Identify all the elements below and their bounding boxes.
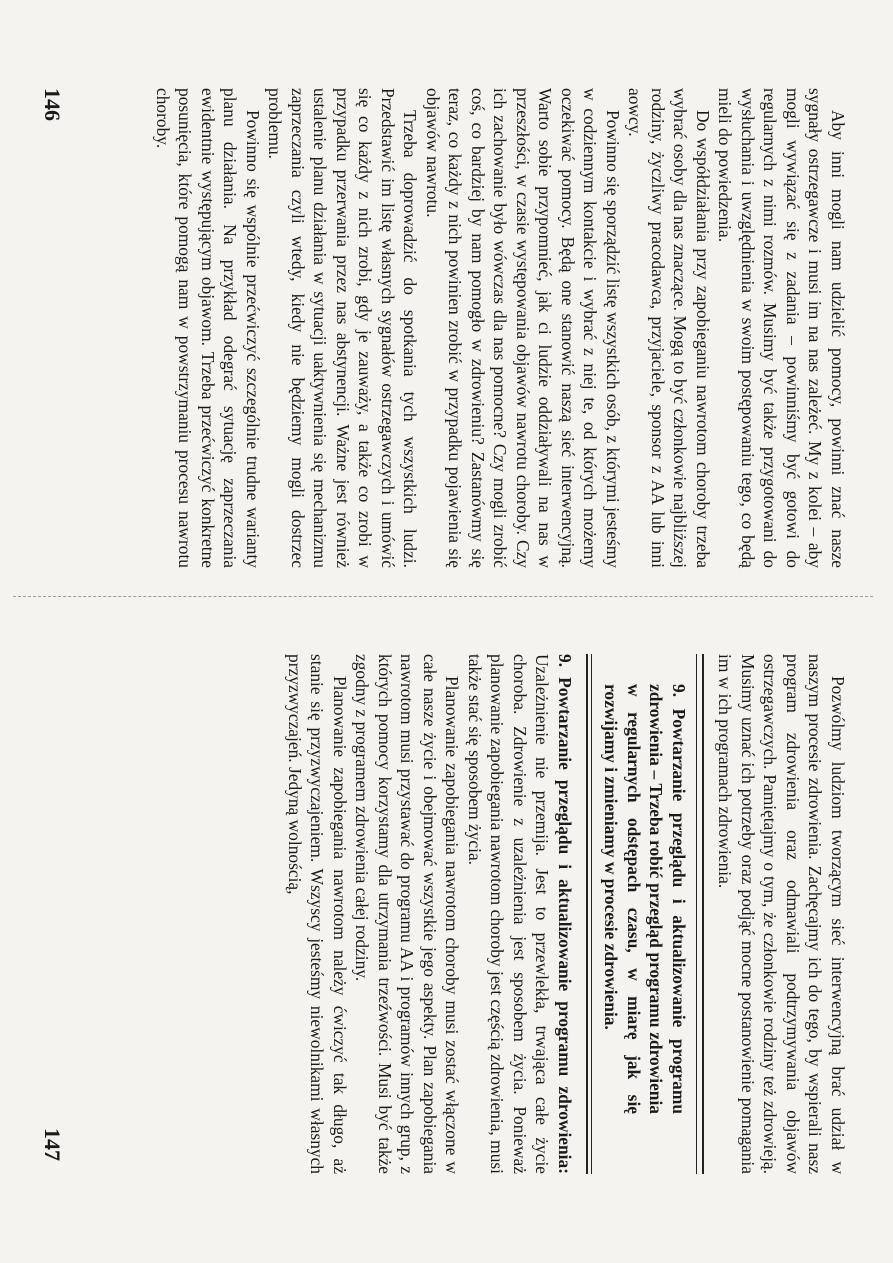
paragraph: Pozwólmy ludziom tworzącym sieć interwencyjną brać udział w naszym procesie zdrowienia. Zachęcajmy ich do tego, by wspierali nasz program zdrowienia oraz odmawiali podtrzymywania objawów ostrzegawczych. Pamiętajmy o tym, że członkowie rodziny też zdrowieją. Musimy uznać ich potrzeby oraz podjąć mocne postanowienie pomagania im w ich programach zdrowienia. [715, 654, 848, 1174]
section-paragraph [464, 654, 577, 1174]
paragraph: Planowanie zapobiegania nawrotom należy ćwiczyć tak długo, aż stanie się przyzwyczajeniem. Wszyscy jesteśmy niewolnikami własnych przyzwyczajeń. Jedyną wolnością, [285, 654, 350, 1174]
paragraph: Planowanie zapobiegania nawrotom choroby musi zostać włączone w całe nasze życie i obejmować wszystkie jego aspekty. Plan zapobiegania nawrotom musi przystawać do programu AA i programów innych grup, z których pomocy korzystamy dla utrzymania trzeźwości. Musi być także zgodny z programem zdrowienia całej rodziny. [352, 654, 463, 1174]
box-bottom-rule [586, 654, 592, 1174]
paragraph: Aby inni mogli nam udzielić pomocy, powinni znać nasze sygnały ostrzegawcze i musi im na nas zależeć. My z kolei – aby mogli wywiązać się z zadania – powinniśmy być gotowi do regularnych z nimi rozmów. Musimy być także przygotowani do wysłuchania i uwzględnienia w swoim postępowaniu tego, co będą mieli do powiedzenia. [715, 88, 848, 568]
page-number-left: 146 [40, 88, 65, 121]
section-text: Uzależnienie nie przemija. Jest to przewlekła, trwająca całe życie choroba. Zdrowienie z uzależnienia jest sposobem życia. Ponieważ planowanie zapobiegania nawrotom choroby jest częścią zdrowienia, musi także stać się sposobem życia. [465, 654, 553, 1174]
paragraph: Powinno się sporządzić listę wszystkich osób, z którymi jesteśmy w codziennym kontakcie i wybrać z niej te, od których możemy oczekiwać pomocy. Będą one stanowić naszą sieć interwencyjną. Warto sobie przypomnieć, jak ci ludzie oddziaływali na nas w przeszłości, w czasie występowania objawów nawrotu choroby. Czy ich zachowanie było wówczas dla nas pomocne? Czy mogli zrobić coś, co bardziej by nam pomogło w zdrowieniu? Zastanówmy się teraz, co każdy z nich powinien zrobić w przypadku pojawienia się objawów nawrotu. [423, 88, 623, 568]
boxed-heading: 9. Powtarzanie przeglądu i aktualizowanie programu zdrowienia – Trzeba robić przegląd programu zdrowienia w regularnych odstępach czasu, w miarę jak się rozwijamy i zmieniamy w procesie zdrowienia. [601, 684, 689, 1114]
paragraph: Powinno się wspólnie przećwiczyć szczególnie trudne warianty planu działania. Na przykład odegrać sytuację zaprzeczania ewidentnie występującym objawom. Trzeba przećwiczyć konkretne posunięcia, które pomogą nam w powstrzymaniu procesu nawrotu choroby. [153, 88, 263, 568]
section-heading: 9. Powtarzanie przeglądu i aktualizowanie programu zdrowienia: [555, 654, 575, 1174]
paragraph: Trzeba doprowadzić do spotkania tych wszystkich ludzi. Przedstawić im listę własnych sygnałów ostrzegawczych i umówić się co każdy z nich zrobi, gdy je zauważy, a także co zrobi w przypadku przerwania przez nas abstynencji. Ważne jest również ustalenie planu działania w sytuacji uaktywnienia się mechanizmu zaprzeczania czyli wtedy, kiedy nie będziemy mogli dostrzec problemu. [265, 88, 421, 568]
page-number-right: 147 [40, 1128, 65, 1161]
paragraph: Do współdziałania przy zapobieganiu nawrotom choroby trzeba wybrać osoby dla nas znaczące. Mogą to być członkowie najbliższej rodziny, życzliwy pracodawca, przyjaciele, sponsor z AA lub inni aowcy. [625, 88, 713, 568]
box-top-rule [696, 654, 704, 1174]
page-fold-divider [13, 596, 873, 599]
right-page-text [284, 654, 850, 1174]
left-page-text [152, 88, 850, 568]
